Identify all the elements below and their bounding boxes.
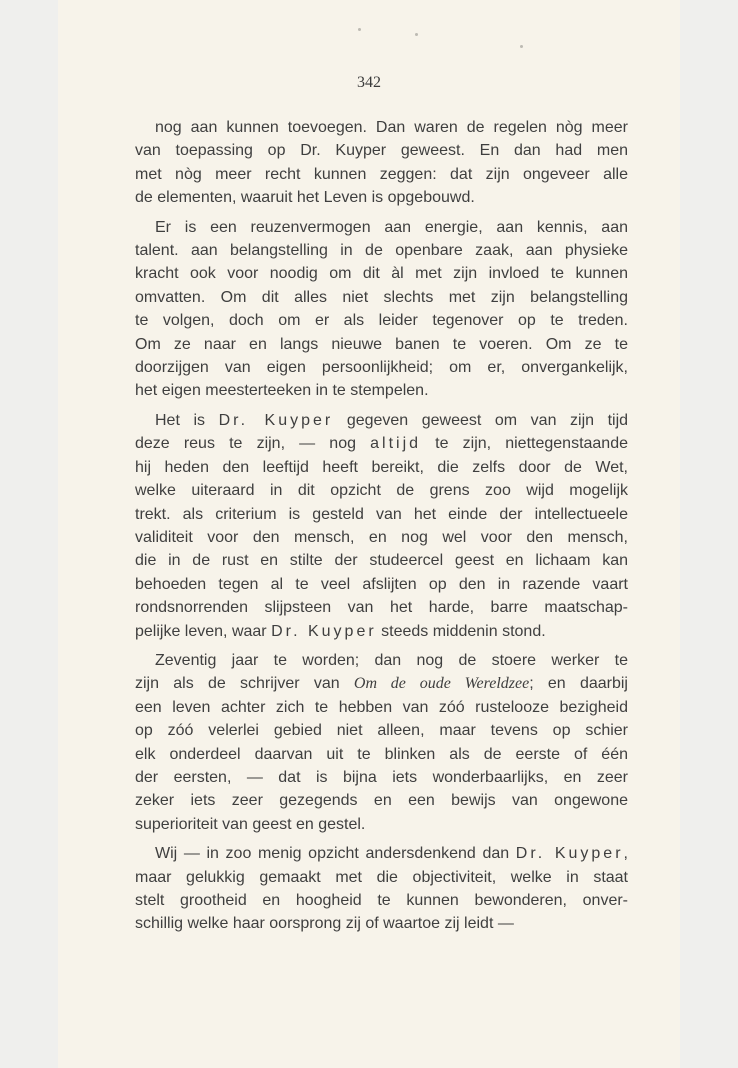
text-line: validiteit voor den mensch, en nog wel voor den mensch,	[135, 528, 628, 546]
text-line: zeker iets zeer gezegends en een bewijs van ongewone	[135, 792, 628, 810]
text-line: Er is een reuzenvermogen aan energie, aan kennis, aan	[155, 218, 628, 236]
text-line: Wij — in zoo menig opzicht andersdenkend dan Dr. Kuyper,	[155, 845, 628, 863]
paper-speck	[520, 45, 523, 48]
text-line: der eersten, — dat is bijna iets wonderbaarlijks, en zeer	[135, 768, 628, 786]
text-line: rondsnorrenden slijpsteen van het harde, barre maatschap-	[135, 599, 628, 617]
scan-margin-left	[0, 0, 58, 1068]
text-line: stelt grootheid en hoogheid te kunnen bewonderen, onver-	[135, 892, 628, 909]
text-line: die in de rust en stilte der studeercel geest en lichaam kan	[135, 552, 628, 570]
text-line: schillig welke haar oorsprong zij of waartoe zij leidt —	[135, 915, 514, 933]
text-line: hij heden den leeftijd heeft bereikt, die zelfs door de Wet,	[135, 458, 628, 476]
text-line: de elementen, waaruit het Leven is opgebouwd.	[135, 189, 475, 207]
text-line: een leven achter zich te hebben van zóó rustelooze bezigheid	[135, 698, 628, 716]
paragraph	[135, 116, 628, 210]
text-line: Om ze naar en langs nieuwe banen te voeren. Om ze te	[135, 335, 628, 353]
text-line: te volgen, doch om er als leider tegenover op te treden.	[135, 312, 628, 330]
paper-speck	[415, 33, 418, 36]
paragraph	[135, 842, 628, 936]
body-text	[135, 116, 628, 942]
text-line: nog aan kunnen toevoegen. Dan waren de regelen nòg meer	[155, 119, 628, 136]
text-line: doorzijgen van eigen persoonlijkheid; om er, onvergankelijk,	[135, 359, 628, 377]
text-line: talent. aan belangstelling in de openbare zaak, aan physieke	[135, 242, 628, 260]
spaced-emphasis: altijd	[370, 435, 422, 453]
text-line: kracht ook voor noodig om dit àl met zijn invloed te kunnen	[135, 265, 628, 283]
text-line: deze reus te zijn, — nog altijd te zijn, niettegenstaande	[135, 435, 628, 453]
text-line: het eigen meesterteeken in te stempelen.	[135, 382, 429, 400]
book-title: Om de oude Wereldzee	[353, 675, 530, 693]
text-line: maar gelukkig gemaakt met die objectiviteit, welke in staat	[135, 868, 628, 886]
text-line: zijn als de schrijver van Om de oude Wereldzee; en daarbij	[135, 675, 628, 693]
text-line: Zeventig jaar te worden; dan nog de stoere werker te	[155, 651, 628, 669]
text-line: trekt. als criterium is gesteld van het einde der intellectueele	[135, 505, 628, 523]
spaced-emphasis: Dr. Kuyper	[218, 411, 334, 429]
text-line: superioriteit van geest en gestel.	[135, 815, 366, 833]
text-line: van toepassing op Dr. Kuyper geweest. En dan had men	[135, 142, 628, 160]
spaced-emphasis: Dr. Kuyper	[515, 845, 624, 863]
text-line: omvatten. Om dit alles niet slechts met zijn belangstelling	[135, 288, 628, 306]
text-line: met nòg meer recht kunnen zeggen: dat zijn ongeveer alle	[135, 165, 628, 183]
text-line: behoeden tegen al te veel afslijten op den in razende vaart	[135, 575, 628, 593]
paragraph	[135, 216, 628, 403]
spaced-emphasis: Dr. Kuyper	[271, 622, 377, 640]
paragraph	[135, 409, 628, 643]
scan-margin-right	[680, 0, 738, 1068]
paper-speck	[358, 28, 361, 31]
text-line: pelijke leven, waar Dr. Kuyper steeds middenin stond.	[135, 622, 546, 640]
text-line: op zóó velerlei gebied niet alleen, maar tevens op schier	[135, 722, 628, 740]
text-line: Het is Dr. Kuyper gegeven geweest om van zijn tijd	[155, 411, 628, 429]
paragraph	[135, 649, 628, 836]
text-line: elk onderdeel daarvan uit te blinken als de eerste of één	[135, 745, 628, 763]
text-line: welke uiteraard in dit opzicht de grens zoo wijd mogelijk	[135, 482, 628, 500]
page-number: 342	[357, 74, 381, 91]
